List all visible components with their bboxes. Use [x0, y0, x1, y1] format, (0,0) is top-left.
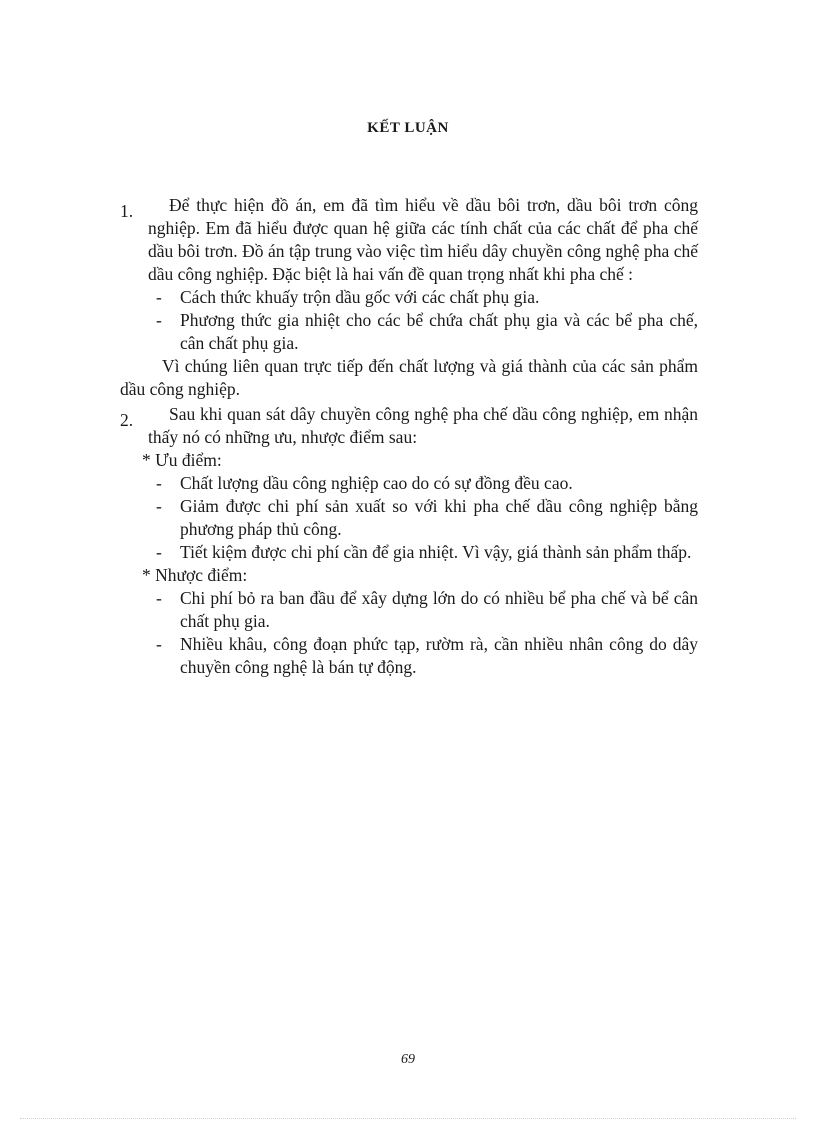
section-paragraph: Để thực hiện đồ án, em đã tìm hiểu về dầu bôi trơn, dầu bôi trơn công nghiệp. Em đã hiểu được quan hệ giữa các tính chất của các chất để pha chế dầu bôi trơn. Đồ án tập trung vào việc tìm hiểu dây chuyền công nghệ pha chế dầu công nghiệp. Đặc biệt là hai vấn đề quan trọng nhất khi pha chế : [148, 195, 698, 284]
list-item: - Cách thức khuấy trộn dầu gốc với các chất phụ gia. [156, 287, 540, 307]
document-body [120, 194, 698, 679]
list-item: - Tiết kiệm được chi phí cần để gia nhiệt. Vì vậy, giá thành sản phẩm thấp. [156, 542, 692, 562]
dash-bullet: - [156, 542, 162, 562]
section-paragraph: Sau khi quan sát dây chuyền công nghệ pha chế dầu công nghiệp, em nhận thấy nó có những ưu, nhược điểm sau: [148, 404, 698, 447]
dash-bullet: - [156, 588, 162, 608]
section-number: 1. [120, 201, 134, 221]
list-item: - Chi phí bỏ ra ban đầu để xây dựng lớn do có nhiều bể pha chế và bể cân chất phụ gia. [156, 588, 698, 631]
dash-bullet: - [156, 473, 162, 493]
section-number: 2. [120, 410, 134, 430]
dash-bullet: - [156, 310, 162, 330]
pros-heading: * Ưu điểm: [142, 450, 222, 470]
section-1 [120, 194, 698, 355]
follow-paragraph: Vì chúng liên quan trực tiếp đến chất lượng và giá thành của các sản phẩm dầu công nghiệp. [120, 356, 698, 399]
cons-heading: * Nhược điểm: [142, 565, 248, 585]
list-item: - Chất lượng dầu công nghiệp cao do có sự đồng đều cao. [156, 473, 573, 493]
dash-bullet: - [156, 634, 162, 654]
list-item: - Nhiều khâu, công đoạn phức tạp, rườm rà, cần nhiều nhân công do dây chuyền công nghệ là bán tự động. [156, 634, 698, 677]
dash-bullet: - [156, 496, 162, 516]
dash-bullet: - [156, 287, 162, 307]
list-item: - Phương thức gia nhiệt cho các bể chứa chất phụ gia và các bể pha chế, cân chất phụ gia. [156, 310, 698, 353]
page-bottom-rule [20, 1118, 796, 1119]
page-title: KẾT LUẬN [367, 120, 449, 136]
section-2 [120, 403, 698, 449]
list-item: - Giảm được chi phí sản xuất so với khi pha chế dầu công nghiệp bằng phương pháp thủ công. [156, 496, 698, 539]
page-number: 69 [401, 1052, 415, 1067]
